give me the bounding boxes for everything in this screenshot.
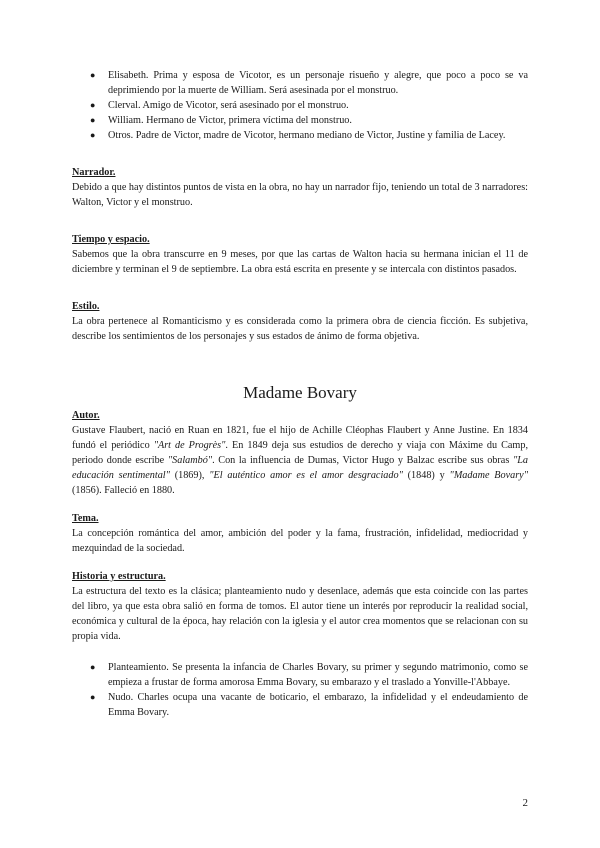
section-heading: Estilo. <box>72 301 100 312</box>
section-text: La estructura del texto es la clásica; planteamiento nudo y desenlace, además que esta coincide con las partes del libro, ya que esta obra salió en forma de tomos. El autor tiene un interés por reproducir la realidad social, económica y cultural de la época, hay relación con la iglesia y el autor crea momentos que se relacionan con su propia vida. <box>72 586 528 642</box>
autor-section <box>72 408 528 498</box>
bullet-icon: ● <box>90 70 96 80</box>
character-list <box>72 68 528 143</box>
section-text: Debido a que hay distintos puntos de vista en la obra, no hay un narrador fijo, teniendo un total de 3 narradores: Walton, Victor y el monstruo. <box>72 182 528 208</box>
section-text: La obra pertenece al Romanticismo y es considerada como la primera obra de ciencia ficción. Es subjetiva, describe los sentimientos de los personajes y sus estados de ánimo de forma objetiva. <box>72 316 528 342</box>
work-title: "El auténtico amor es el amor desgraciado" <box>209 470 403 481</box>
work-title: "Madame Bovary" <box>449 470 528 481</box>
bullet-icon: ● <box>90 130 96 140</box>
bovary-title: Madame Bovary <box>243 383 357 402</box>
section-text: Sabemos que la obra transcurre en 9 meses, por que las cartas de Walton hacia su hermana inician el 11 de diciembre y terminan el 9 de septiembre. La obra está escrita en presente y se intercala con distintos pasados. <box>72 249 528 275</box>
list-item: ● Elisabeth. Prima y esposa de Vicotor, es un personaje risueño y alegre, que poco a poco se va deprimiendo por la muerte de William. Será asesinada por el monstruo. <box>90 70 528 96</box>
list-item: ● William. Hermano de Victor, primera víctima del monstruo. <box>90 115 352 126</box>
tema-section <box>72 511 528 556</box>
work-title: "La educación sentimental" <box>72 455 528 481</box>
section-heading: Autor. <box>72 410 100 421</box>
section-heading: Tema. <box>72 513 99 524</box>
section-heading: Tiempo y espacio. <box>72 234 150 245</box>
list-item: ● Clerval. Amigo de Vicotor, será asesinado por el monstruo. <box>90 100 349 111</box>
estilo-section <box>72 299 528 344</box>
historia-section <box>72 569 528 720</box>
section-text: Gustave Flaubert, nació en Ruan en 1821, fue el hijo de Achille Cléophas Flaubert y Anne Justine. En 1834 fundó el periódico "Art de Progrès". En 1849 deja sus estudios de derecho y viaja con Máxime du Camp, periodo donde escribe "Salambó". Con la influencia de Dumas, Victor Hugo y Balzac escribe sus obras "La educación sentimental" (1869), "El auténtico amor es el amor desgraciado" (1848) y "Madame Bovary" (1856). Falleció en 1880. <box>72 425 528 496</box>
bullet-icon: ● <box>90 100 96 110</box>
tiempo-section <box>72 232 528 277</box>
bullet-icon: ● <box>90 692 96 702</box>
section-text: La concepción romántica del amor, ambición del poder y la fama, frustración, infidelidad, mediocridad y mezquindad de la sociedad. <box>72 528 528 554</box>
section-heading: Historia y estructura. <box>72 571 166 582</box>
bullet-icon: ● <box>90 115 96 125</box>
page-number: 2 <box>522 797 528 809</box>
section-heading: Narrador. <box>72 167 116 178</box>
work-title: "Salambó" <box>167 455 213 466</box>
structure-list <box>72 660 528 720</box>
list-item: ● Nudo. Charles ocupa una vacante de boticario, el embarazo, la infidelidad y el endeudamiento de Emma Bovary. <box>90 692 528 718</box>
bullet-icon: ● <box>90 662 96 672</box>
list-item: ● Planteamiento. Se presenta la infancia de Charles Bovary, su primer y segundo matrimonio, como se empieza a frustar de forma amorosa Emma Bovary, su embarazo y el traslado a Yonville-l'Abbaye. <box>90 662 528 688</box>
document-page <box>72 68 528 720</box>
narrador-section <box>72 165 528 210</box>
list-item: ● Otros. Padre de Victor, madre de Vicotor, hermano mediano de Victor, Justine y familia de Lacey. <box>90 130 506 141</box>
work-title: "Art de Progrès" <box>153 440 226 451</box>
